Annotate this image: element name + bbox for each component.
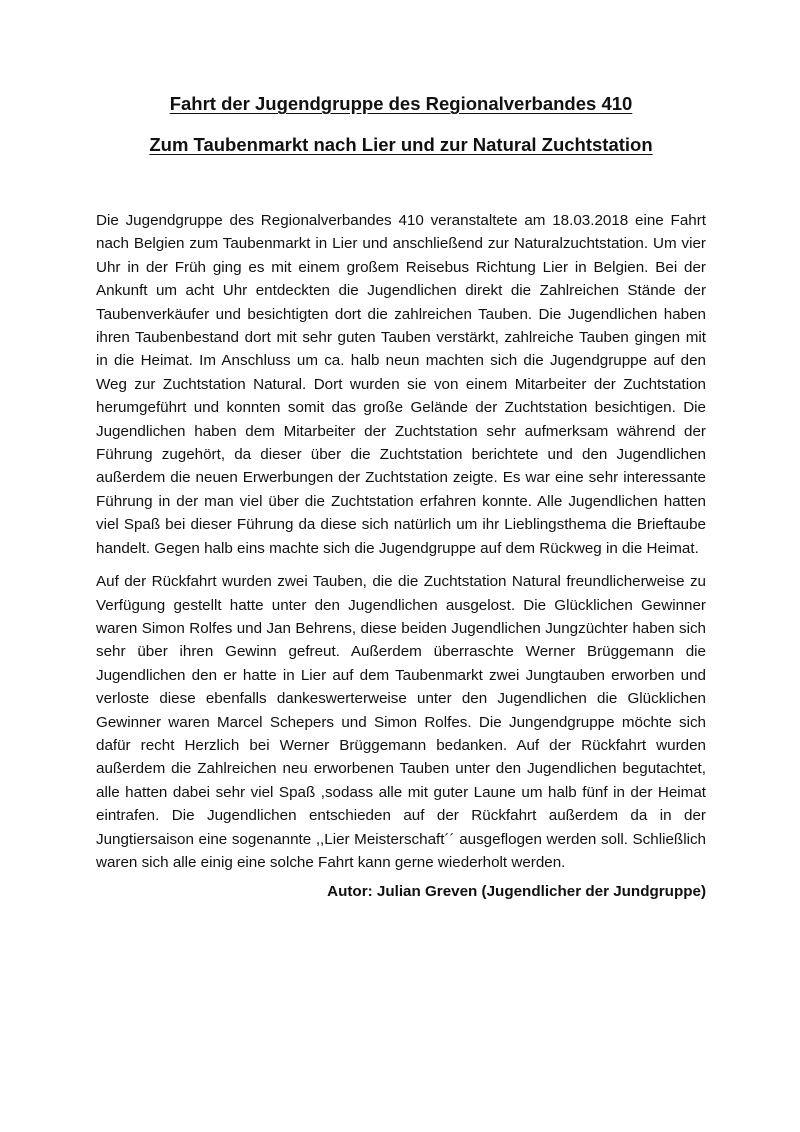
author-line: Autor: Julian Greven (Jugendlicher der Jundgruppe) bbox=[327, 883, 706, 901]
title-line-1: Fahrt der Jugendgruppe des Regionalverbandes 410 bbox=[169, 93, 633, 114]
document-page bbox=[96, 92, 706, 903]
title-line-2: Zum Taubenmarkt nach Lier und zur Natural Zuchtstation bbox=[149, 134, 653, 155]
paragraph-1: Die Jugendgruppe des Regionalverbandes 410 veranstaltete am 18.03.2018 eine Fahrt nach Belgien zum Taubenmarkt in Lier und anschließend zur Naturalzuchtstation. Um vier Uhr in der Früh ging es mit einem großem Reisebus Richtung Lier in Belgien. Bei der Ankunft um acht Uhr entdeckten die Jugendlichen direkt die Zahlreichen Stände der Taubenverkäufer und besichtigten dort die zahlreichen Tauben. Die Jugendlichen haben ihren Taubenbestand dort mit sehr guten Tauben verstärkt, zahlreiche Tauben gingen mit in die Heimat. Im Anschluss um ca. halb neun machten sich die Jugendgruppe auf den Weg zur Zuchtstation Natural. Dort wurden sie von einem Mitarbeiter der Zuchtstation herumgeführt und konnten somit das große Gelände der Zuchtstation besichtigen. Die Jugendlichen haben dem Mitarbeiter der Zuchtstation sehr aufmerksam während der Führung zugehört, da dieser über die Zuchtstation berichtete und den Jugendlichen außerdem die neuen Erwerbungen der Zuchtstation zeigte. Es war eine sehr interessante Führung in der man viel über die Zuchtstation erfahren konnte. Alle Jugendlichen hatten viel Spaß bei dieser Führung da diese sich natürlich um ihr Lieblingsthema die Brieftaube handelt. Gegen halb eins machte sich die Jugendgruppe auf dem Rückweg in die Heimat. bbox=[96, 212, 706, 557]
document-title bbox=[96, 92, 706, 157]
paragraph-2: Auf der Rückfahrt wurden zwei Tauben, die die Zuchtstation Natural freundlicherweise zu Verfügung gestellt hatte unter den Jugendlichen ausgelost. Die Glücklichen Gewinner waren Simon Rolfes und Jan Behrens, diese beiden Jugendlichen Jungzüchter haben sich sehr über ihren Gewinn gefreut. Außerdem überraschte Werner Brüggemann die Jugendlichen den er hatte in Lier auf dem Taubenmarkt zwei Jungtauben erworben und verloste diese ebenfalls dankeswerterweise unter den Jugendlichen die Glücklichen Gewinner waren Marcel Schepers und Simon Rolfes. Die Jungendgruppe möchte sich dafür recht Herzlich bei Werner Brüggemann bedanken. Auf der Rückfahrt wurden außerdem die Zahlreichen neu erworbenen Tauben unter den Jugendlichen begutachtet, alle hatten dabei sehr viel Spaß ,sodass alle mit guter Laune um halb fünf in der Heimat eintrafen. Die Jugendlichen entschieden auf der Rückfahrt außerdem da in der Jungtiersaison eine sogenannte ,,Lier Meisterschaft´´ ausgeflogen werden soll. Schließlich waren sich alle einig eine solche Fahrt kann gerne wiederholt werden. bbox=[96, 573, 706, 871]
document-body bbox=[96, 209, 706, 874]
